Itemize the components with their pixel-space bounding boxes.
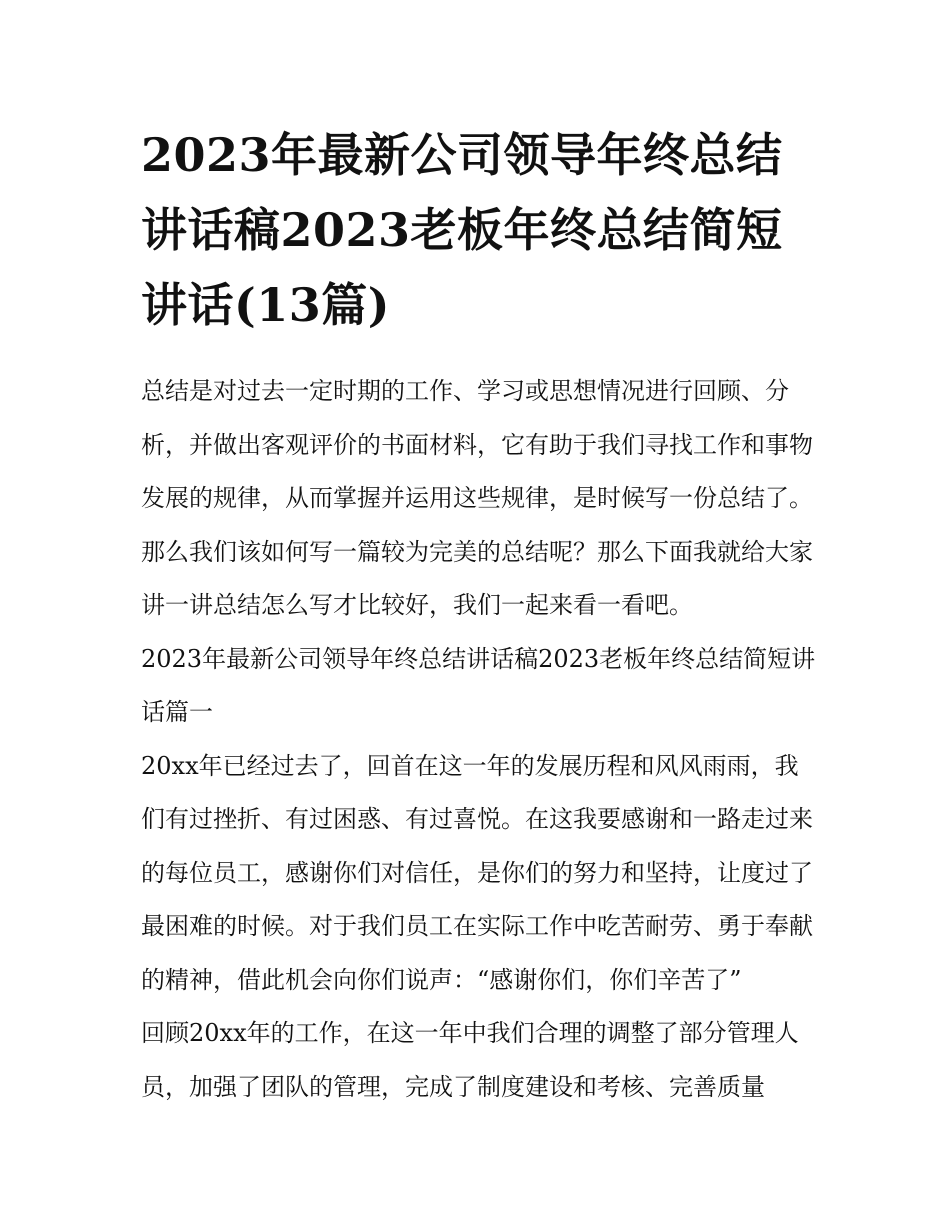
section-heading: 2023年最新公司领导年终总结讲话稿2023老板年终总结简短讲话篇一 [141, 644, 816, 726]
document-title: 2023年最新公司领导年终总结讲话稿2023老板年终总结简短讲话(13篇) [141, 128, 783, 332]
body-paragraph: 回顾20xx年的工作，在这一年中我们合理的调整了部分管理人员，加强了团队的管理，完成了制度建设和考核、完善质量 [141, 1019, 799, 1101]
intro-paragraph: 总结是对过去一定时期的工作、学习或思想情况进行回顾、分析，并做出客观评价的书面材料，它有助于我们寻找工作和事物发展的规律，从而掌握并运用这些规律，是时候写一份总结了。那么我们该如何写一篇较为完美的总结呢？那么下面我就给大家讲一讲总结怎么写才比较好，我们一起来看一看吧。 [141, 377, 813, 619]
document-page [141, 118, 821, 1114]
document-body [141, 365, 821, 1114]
body-paragraph: 20xx年已经过去了，回首在这一年的发展历程和风风雨雨，我们有过挫折、有过困惑、有过喜悦。在这我要感谢和一路走过来的每位员工，感谢你们对信任，是你们的努力和坚持，让度过了最困难的时候。对于我们员工在实际工作中吃苦耐劳、勇于奉献的精神，借此机会向你们说声：“感谢你们，你们辛苦了” [141, 751, 813, 994]
